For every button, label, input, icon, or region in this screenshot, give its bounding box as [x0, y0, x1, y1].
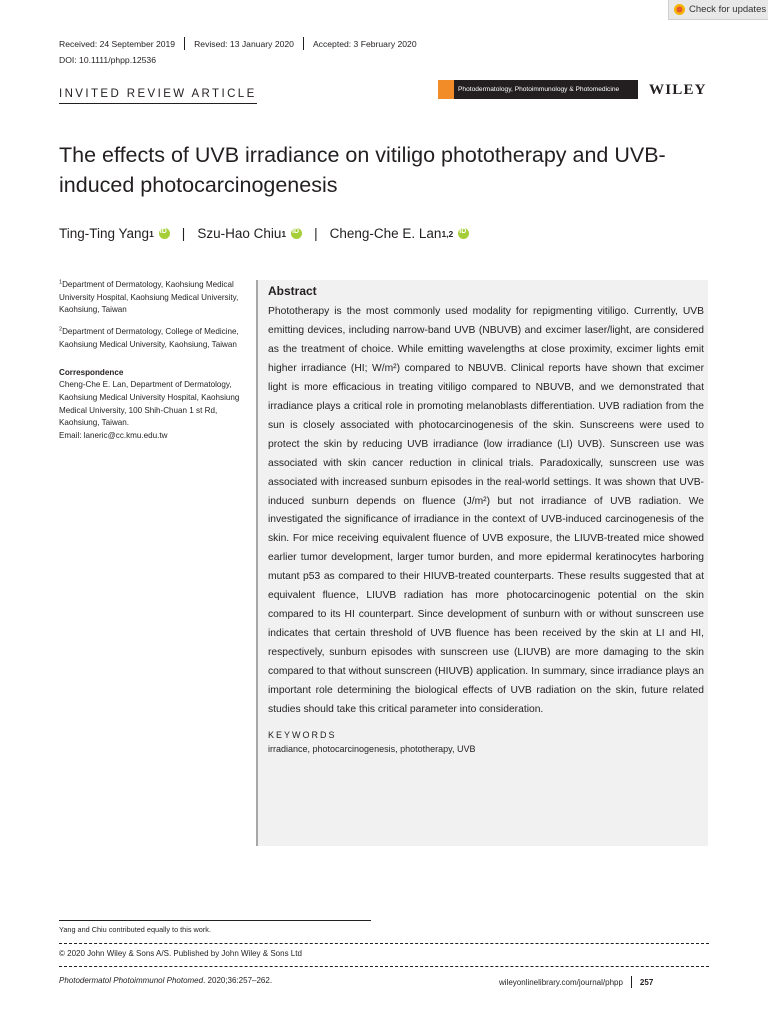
article-type: INVITED REVIEW ARTICLE [59, 88, 257, 104]
orcid-icon[interactable] [291, 228, 302, 239]
journal-url[interactable]: wileyonlinelibrary.com/journal/phpp [499, 977, 623, 987]
author-name: Szu-Hao Chiu [197, 226, 282, 241]
doi[interactable]: DOI: 10.1111/phpp.12536 [59, 55, 156, 65]
citation-journal: Photodermatol Photoimmunol Photomed [59, 976, 204, 985]
orcid-icon[interactable] [159, 228, 170, 239]
journal-banner [438, 80, 638, 99]
citation [59, 976, 272, 985]
author-name: Ting-Ting Yang [59, 226, 150, 241]
citation-details: . 2020;36:257–262. [203, 976, 273, 985]
article-title: The effects of UVB irradiance on vitiligo phototherapy and UVB-induced photocarcinogenesis [59, 143, 666, 197]
check-for-updates-button[interactable] [668, 0, 768, 20]
author-separator: | [181, 226, 186, 241]
journal-banner-accent [438, 80, 454, 99]
dotted-divider [59, 943, 709, 944]
revised-date: Revised: 13 January 2020 [194, 38, 294, 49]
orcid-icon[interactable] [458, 228, 469, 239]
crossmark-icon [674, 4, 685, 15]
abstract-text: Phototherapy is the most commonly used modality for repigmenting vitiligo. Currently, UVB emitting devices, including narrow-band UVB (NBUVB) and excimer laser/light, are considered as the treatment of choice. While emitting wavelengths at close proximity, excimer lights emit higher irradiance (HI; W/m²) compared to NBUVB. Clinical reports have shown that excimer light is more efficacious in treating vitiligo compared to NBUVB, and we demonstrated that irradiance plays a critical role in promoting melanoblasts differentiation. UVB radiation from the sun is closely associated with photocarcinogenesis of the skin. Sunscreens were used to protect the skin by reducing UVB irradiance (low irradiance (LI) UVB). Sunscreen use was associated with skin cancer reduction in clinical trials. Paradoxically, sunscreen use was associated with increased sunburn episodes in the real-world settings. It was shown that UVB-induced sunburn depends on fluence (J/m²) but not irradiance of UVB radiation. We investigated the significance of irradiance in the context of UVB-induced carcinogenesis of the skin. For mice receiving equivalent fluence of UVB exposure, the LIUVB-treated mice showed earlier tumor development, larger tumor burden, and more epidermal keratinocytes harboring mutant p53 as compared to their HIUVB-treated counterparts. These results suggested that at equivalent fluence, LIUVB radiation has more photocarcinogenic potential on the skin compared to its HI counterpart. Since development of sunburn with or without sunscreen use indicates that certain threshold of UVB fluence has been received by the skin at LI and HI, respectively, sunburn episodes with sunscreen use (LIUVB) are more damaging to the skin compared to that without sunscreen (HIUVB) application. In summary, since irradiance plays an important role determining the biological effects of UVB radiation on the skin, future related studies should take this critical parameter into consideration. [268, 306, 704, 716]
affiliation [59, 279, 244, 317]
keywords-heading: KEYWORDS [268, 729, 337, 740]
correspondence-text: Cheng-Che E. Lan, Department of Dermatology, Kaohsiung Medical University Hospital, Kaohsiung Medical University, 100 Shih-Chuan 1 st Rd, Kaohsiung, Taiwan. [59, 380, 240, 428]
author: Cheng-Che E. Lan 1,2 iD [330, 226, 470, 241]
footnote-rule [59, 920, 371, 921]
keywords-text: irradiance, photocarcinogenesis, phototherapy, UVB [268, 743, 476, 754]
affiliation-mark: 1 [59, 279, 63, 286]
author: Ting-Ting Yang 1 iD [59, 226, 170, 241]
accepted-date: Accepted: 3 February 2020 [312, 38, 417, 49]
date-divider [184, 37, 185, 50]
author-name: Cheng-Che E. Lan [329, 226, 442, 241]
affiliation-mark: 2 [59, 326, 63, 333]
journal-name: Photodermatology, Photoimmunology & Photomedicine [454, 80, 638, 99]
dotted-divider [59, 966, 709, 967]
affiliation-text: Department of Dermatology, Kaohsiung Medical University Hospital, Kaohsiung Medical University, Kaohsiung, Taiwan [59, 280, 239, 315]
received-date: Received: 24 September 2019 [59, 38, 176, 49]
author-separator: | [314, 226, 318, 241]
affiliation [59, 326, 244, 351]
footnote: Yang and Chiu contributed equally to this work. [59, 925, 211, 934]
author: Szu-Hao Chiu 1 iD [197, 226, 302, 241]
correspondence-email[interactable]: Email: laneric@cc.kmu.edu.tw [59, 431, 168, 441]
abstract-heading: Abstract [268, 284, 317, 298]
copyright: © 2020 John Wiley & Sons A/S. Published by John Wiley & Sons Ltd [59, 949, 302, 958]
author-list [59, 226, 469, 241]
date-divider [303, 37, 304, 50]
publisher-logo: WILEY [649, 82, 707, 98]
footer-divider [631, 976, 632, 988]
page-number: 257 [639, 977, 654, 987]
affiliation-text: Department of Dermatology, College of Medicine, Kaohsiung Medical University, Kaohsiung, Taiwan [59, 327, 239, 349]
abstract-box [256, 280, 708, 846]
footer-right [499, 976, 653, 988]
affiliations-column [59, 279, 244, 443]
check-for-updates-label: Check for updates [689, 4, 767, 15]
correspondence-heading: Correspondence [59, 367, 124, 377]
article-dates [59, 37, 417, 50]
